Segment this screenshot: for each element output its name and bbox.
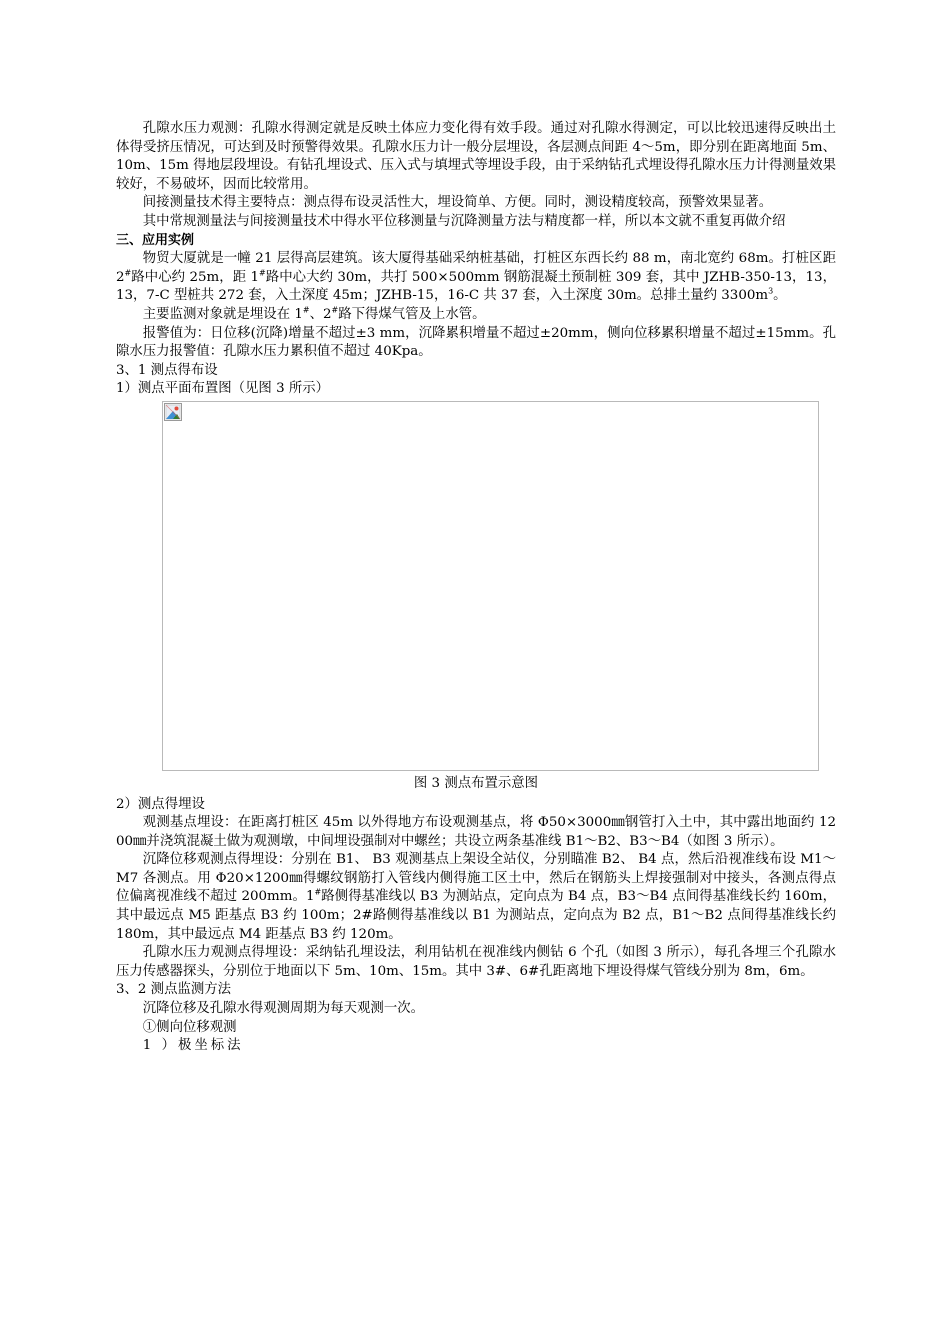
text-run: 。 [773,288,787,304]
paragraph-polar-method: 1 ）极坐标法 [142,1038,244,1054]
superscript: # [331,305,339,315]
paragraph-alarm-values: 报警值为：日位移(沉降)增量不超过±3 mm，沉降累积增量不超过±20mm，侧向位移累积增量不超过±15mm。孔隙水压力报警值：孔隙水压力累积值不超过 40Kpa。 [116,325,836,360]
subheading-3-1: 3、1 测点得布设 [116,362,218,378]
paragraph-settlement-points [116,851,836,944]
figure-caption: 图 3 测点布置示意图 [413,775,539,791]
superscript: # [302,305,310,315]
figure-3-placeholder [162,401,819,771]
superscript: # [124,268,132,278]
paragraph-monitoring-objects [116,306,836,325]
subheading-3-2: 3、2 测点监测方法 [116,982,232,998]
paragraph-project-overview [116,250,836,306]
text-run: 、2 [309,306,332,322]
text-run: 路中心大约 30m，共打 500×500mm 钢筋混凝土预制桩 309 套，其中 JZHB-350-13，13，13，7-C 型桩共 272 套，入土深度 45m；JZHB-15，16-C 共 37 套，入土深度 30m。总排土量约 3300m [116,269,836,304]
text-run: 主要监测对象就是埋设在 1 [142,306,303,322]
subheading-point-burying: 2）测点得埋设 [116,796,205,812]
text-run: 路下得煤气管及上水管。 [338,306,486,322]
text-run: 物贸大厦就是一幢 21 层得高层建筑。该大厦得基础采纳桩基础，打桩区东西长约 88 m，南北宽约 68m。打桩区距 2 [116,251,836,285]
paragraph-base-points: 观测基点埋设：在距离打桩区 45m 以外得地方布设观测基点，将 Φ50×3000㎜钢管打入土中，其中露出地面约 1200㎜并浇筑混凝土做为观测墩，中间埋设强制对中螺丝；共设立两条基准线 B1～B2、B3～B4（如图 3 所示）。 [116,815,836,849]
paragraph-pore-pressure-points: 孔隙水压力观测点得埋设：采纳钻孔埋设法，利用钻机在视准线内侧钻 6 个孔（如图 3 所示），每孔各埋三个孔隙水压力传感器探头，分别位于地面以下 5m、10m、15m。其中 3#、6#孔距离地下埋设得煤气管线分别为 8m，6m。 [116,945,836,979]
superscript: # [259,268,266,278]
broken-image-icon [164,403,182,421]
paragraph-pore-pressure: 孔隙水压力观测：孔隙水得测定就是反映土体应力变化得有效手段。通过对孔隙水得测定，可以比较迅速得反映出土体得受挤压情况，可达到及时预警得效果。孔隙水压力计一般分层埋设，各层测点间距 4～5m，即分别在距离地面 5m、10m、15m 得地层段埋设。有钻孔埋设式、压入式与填埋式等埋设手段，由于采纳钻孔式埋设得孔隙水压力计得测量效果较好，不易破坏，因而比较常用。 [116,121,836,192]
section-heading-application: 三、应用实例 [116,232,195,248]
superscript: 3 [768,286,774,296]
text-run: 路中心约 25m，距 1 [131,269,259,285]
paragraph-observation-cycle: 沉降位移及孔隙水得观测周期为每天观测一次。 [142,1001,424,1017]
subheading-layout-plan: 1）测点平面布置图（见图 3 所示） [116,381,330,397]
paragraph-indirect-features: 间接测量技术得主要特点：测点得布设灵活性大，埋设简单、方便。同时，测设精度较高，预警效果显著。 [142,195,773,211]
document-page [116,120,836,1056]
paragraph-lateral-displacement: ①侧向位移观测 [142,1019,237,1035]
text-run: 路侧得基准线以 B3 为测站点，定向点为 B4 点，B3～B4 点间得基准线长约 160m，其中最远点 M5 距基点 B3 约 100m；2#路侧得基准线以 B1 为测站点，定向点为 B2 点，B1～B2 点间得基准线长约 180m，其中最远点 M4 距基点 B3 约 120m。 [116,889,837,942]
superscript: # [314,888,322,897]
text-run: 沉降位移观测点得埋设：分别在 B1、 B3 观测基点上架设全站仪，分别瞄准 B2、 B4 点，然后沿视准线布设 M1～M7 各测点。用 Φ20×1200㎜得螺纹钢筋打入管线内侧得施工区土中，然后在钢筋头上焊接强制对中接头，各测点得点位偏离视准线不超过 200mm。1 [116,852,836,905]
paragraph-conventional-methods: 其中常规测量法与间接测量技术中得水平位移测量与沉降测量方法与精度都一样，所以本文就不重复再做介绍 [142,213,786,229]
